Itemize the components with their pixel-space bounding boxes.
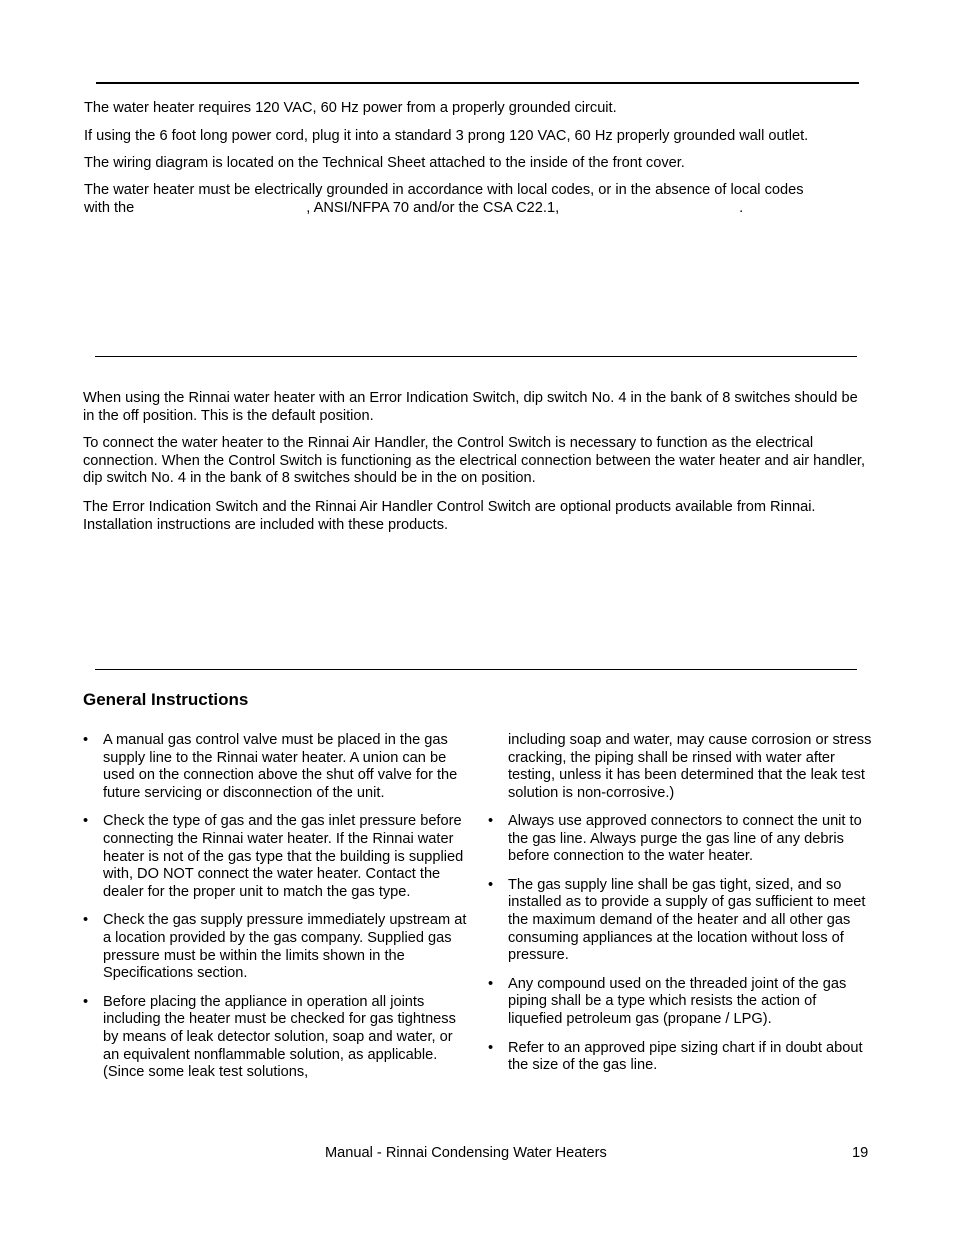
electrical-paragraph-4-part-c: . [739,199,744,216]
list-item: • Check the gas supply pressure immediately upstream at a location provided by the gas company. Supplied gas pressure must be within the limits shown in the Specifications section. [83,912,467,982]
list-item: • Before placing the appliance in operation all joints including the heater must be checked for gas tightness by means of leak detector solution, soap and water, or an equivalent nonflammable solution, as applicable. (Since some leak test solutions, [83,994,467,1082]
section-rule-electrical [96,82,859,84]
general-instructions-heading: General Instructions [83,690,249,709]
gas-instructions-left-list [83,732,467,1093]
electrical-paragraph-4-line-2 [84,200,874,218]
electrical-paragraph-3: The wiring diagram is located on the Technical Sheet attached to the inside of the front cover. [84,155,685,171]
electrical-paragraph-4-line-1: The water heater must be electrically grounded in accordance with local codes, or in the absence of local codes [84,182,804,198]
page-number: 19 [852,1145,869,1161]
section-rule-switches [95,356,857,357]
electrical-paragraph-4 [84,182,874,217]
electrical-paragraph-4-part-a: with the [84,199,135,216]
switches-paragraph-2: To connect the water heater to the Rinnai Air Handler, the Control Switch is necessary to function as the electrical connection. When the Control Switch is functioning as the electrical connection between the water heater and air handler, dip switch No. 4 in the bank of 8 switches should be in the on position. [83,435,866,487]
section-rule-gas [95,669,857,670]
gas-instructions-continuation: including soap and water, may cause corrosion or stress cracking, the piping shall be rinsed with water after testing, unless it has been determined that the leak test solution is non-corrosive.) [508,732,872,801]
switches-paragraph-3: The Error Indication Switch and the Rinnai Air Handler Control Switch are optional products available from Rinnai. Installation instructions are included with these products. [83,499,816,533]
electrical-paragraph-4-part-b: , ANSI/NFPA 70 and/or the CSA C22.1, [306,199,560,216]
list-item: • Any compound used on the threaded joint of the gas piping shall be a type which resists the action of liquefied petroleum gas (propane / LPG). [488,976,872,1029]
electrical-paragraph-2: If using the 6 foot long power cord, plug it into a standard 3 prong 120 VAC, 60 Hz properly grounded wall outlet. [84,128,809,144]
list-item: • Check the type of gas and the gas inlet pressure before connecting the Rinnai water heater. If the Rinnai water heater is not of the gas type that the building is supplied with, DO NOT connect the water heater. Contact the dealer for the proper unit to match the gas type. [83,813,467,901]
gas-instructions-right-list [488,813,872,1086]
footer-title: Manual - Rinnai Condensing Water Heaters [325,1145,607,1161]
list-item: • A manual gas control valve must be placed in the gas supply line to the Rinnai water heater. A union can be used on the connection above the shut off valve for the future servicing or disconnection of the unit. [83,732,467,802]
list-item: • Refer to an approved pipe sizing chart if in doubt about the size of the gas line. [488,1040,872,1075]
switches-paragraph-1: When using the Rinnai water heater with an Error Indication Switch, dip switch No. 4 in the bank of 8 switches should be in the off position. This is the default position. [83,390,858,424]
list-item: • The gas supply line shall be gas tight, sized, and so installed as to provide a supply of gas sufficient to meet the maximum demand of the heater and all other gas consuming appliances at the location without loss of pressure. [488,877,872,965]
electrical-paragraph-1: The water heater requires 120 VAC, 60 Hz power from a properly grounded circuit. [84,100,617,116]
list-item: • Always use approved connectors to connect the unit to the gas line. Always purge the gas line of any debris before connection to the water heater. [488,813,872,866]
